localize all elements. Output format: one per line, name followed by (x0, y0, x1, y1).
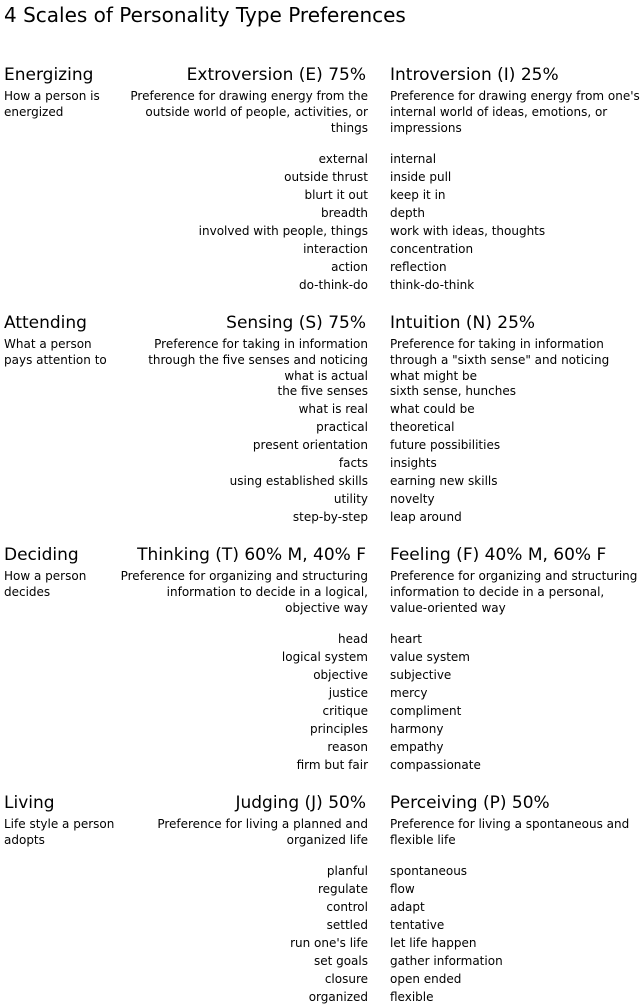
scale-description: What a person pays attention to (4, 337, 107, 367)
list-item: value system (390, 650, 470, 664)
scale-name: Deciding (4, 545, 79, 565)
left-preference-description: Preference for organizing and structuring information to decide in a logical, objective way (120, 569, 368, 615)
list-item: flow (390, 882, 415, 896)
list-item: what could be (390, 402, 475, 416)
list-item: logical system (281, 650, 368, 664)
list-item: practical (316, 420, 368, 434)
right-word-list (390, 862, 638, 1006)
list-item: depth (390, 206, 425, 220)
right-preference-title: Introversion (I) 25% (390, 65, 559, 85)
list-item: organized (308, 990, 368, 1004)
scale-description: Life style a person adopts (4, 817, 115, 847)
list-item: critique (322, 704, 368, 718)
left-preference-title: Thinking (T) 60% M, 40% F (137, 545, 366, 565)
list-item: adapt (390, 900, 425, 914)
list-item: insights (390, 456, 437, 470)
scale-description: How a person decides (4, 569, 87, 599)
list-item: action (331, 260, 368, 274)
list-item: harmony (390, 722, 444, 736)
list-item: facts (338, 456, 368, 470)
left-word-list (118, 382, 368, 526)
page-title: 4 Scales of Personality Type Preferences (4, 3, 406, 27)
list-item: firm but fair (296, 758, 368, 772)
list-item: tentative (390, 918, 445, 932)
right-preference-title: Perceiving (P) 50% (390, 793, 550, 813)
list-item: internal (390, 152, 437, 166)
list-item: what is real (298, 402, 368, 416)
right-preference-title: Intuition (N) 25% (390, 313, 536, 333)
list-item: step-by-step (292, 510, 368, 524)
list-item: closure (324, 972, 368, 986)
list-item: concentration (390, 242, 474, 256)
right-word-list (390, 382, 638, 526)
right-preference-description: Preference for drawing energy from one's internal world of ideas, emotions, or impressions (390, 89, 640, 135)
list-item: work with ideas, thoughts (390, 224, 546, 238)
list-item: outside thrust (284, 170, 368, 184)
scale-name: Living (4, 793, 55, 813)
list-item: flexible (390, 990, 434, 1004)
list-item: justice (328, 686, 368, 700)
left-preference-title: Sensing (S) 75% (226, 313, 366, 333)
right-preference-title: Feeling (F) 40% M, 60% F (390, 545, 607, 565)
scale-name: Attending (4, 313, 87, 333)
list-item: reason (327, 740, 368, 754)
list-item: leap around (390, 510, 462, 524)
left-preference-description: Preference for taking in information through the five senses and noticing what is actual (148, 337, 368, 383)
list-item: earning new skills (390, 474, 498, 488)
list-item: breadth (321, 206, 368, 220)
list-item: future possibilities (390, 438, 501, 452)
list-item: the five senses (277, 384, 368, 398)
right-preference-description: Preference for living a spontaneous and flexible life (390, 817, 630, 847)
list-item: planful (326, 864, 368, 878)
list-item: heart (390, 632, 422, 646)
list-item: subjective (390, 668, 452, 682)
list-item: blurt it out (304, 188, 368, 202)
list-item: novelty (390, 492, 435, 506)
list-item: gather information (390, 954, 503, 968)
list-item: set goals (313, 954, 368, 968)
right-preference-description: Preference for taking in information through a "sixth sense" and noticing what might be (390, 337, 610, 383)
left-preference-title: Judging (J) 50% (235, 793, 366, 813)
left-word-list (118, 150, 368, 294)
list-item: open ended (390, 972, 462, 986)
list-item: utility (333, 492, 368, 506)
list-item: mercy (390, 686, 428, 700)
right-preference-description: Preference for organizing and structuring information to decide in a personal, value-oriented way (390, 569, 638, 615)
left-word-list (118, 862, 368, 1006)
list-item: head (338, 632, 368, 646)
list-item: run one's life (290, 936, 368, 950)
list-item: objective (313, 668, 368, 682)
right-word-list (390, 630, 638, 774)
list-item: settled (326, 918, 368, 932)
list-item: do-think-do (299, 278, 368, 292)
scale-name: Energizing (4, 65, 94, 85)
list-item: principles (309, 722, 368, 736)
left-preference-title: Extroversion (E) 75% (186, 65, 366, 85)
list-item: sixth sense, hunches (390, 384, 516, 398)
left-preference-description: Preference for living a planned and organized life (157, 817, 368, 847)
list-item: compliment (390, 704, 462, 718)
list-item: think-do-think (390, 278, 475, 292)
list-item: reflection (390, 260, 447, 274)
list-item: keep it in (390, 188, 446, 202)
list-item: compassionate (390, 758, 481, 772)
left-word-list (118, 630, 368, 774)
list-item: inside pull (390, 170, 452, 184)
list-item: empathy (390, 740, 444, 754)
list-item: interaction (303, 242, 368, 256)
list-item: theoretical (390, 420, 455, 434)
list-item: external (318, 152, 368, 166)
scale-description: How a person is energized (4, 89, 100, 119)
list-item: present orientation (252, 438, 368, 452)
list-item: let life happen (390, 936, 477, 950)
list-item: control (326, 900, 368, 914)
left-preference-description: Preference for drawing energy from the outside world of people, activities, or things (130, 89, 368, 135)
right-word-list (390, 150, 638, 294)
list-item: using established skills (229, 474, 368, 488)
list-item: spontaneous (390, 864, 468, 878)
list-item: regulate (317, 882, 368, 896)
list-item: involved with people, things (198, 224, 368, 238)
